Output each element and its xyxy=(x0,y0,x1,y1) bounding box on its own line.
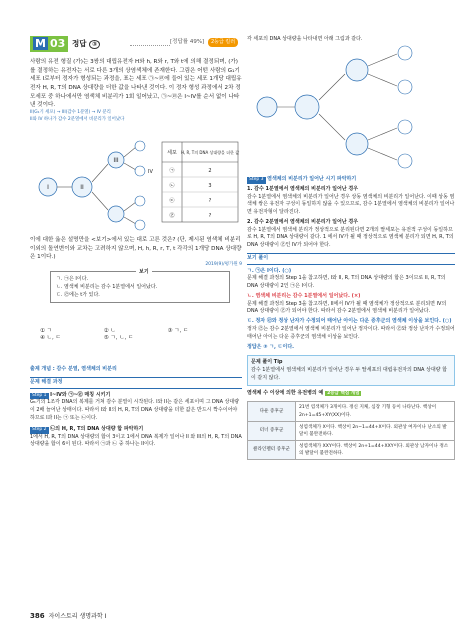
bogi-answer-body: 정자 ㉣는 감수 2분열에서 염색체 비분리가 일어난 정자이다. 따라서 ㉣와 정상 난자가 수정되어 태어난 아이는 다운 증후군의 염색체 이상을 보인다. xyxy=(247,325,455,340)
subsection-body: 감수 1분열에서 염색체 분리가 정상적으로 분리된다면 2개의 딸세포는 유전적 구성이 동일하므로 H, R, T의 DNA 상대량이 같다. 1 에서 IV가 될 때 정상적으로 염색체 분리가 되면 H, R, T의 DNA 상대량이 ㉣인 IV가 되어야 한다. xyxy=(247,226,454,249)
bogi-box xyxy=(50,271,230,303)
choice-4[interactable]: ④ ㄴ, ㄷ xyxy=(40,335,61,342)
table-title: 염색체 수 이상에 의한 유전병의 예 xyxy=(247,390,324,397)
level-badge: 2등급 킬러 xyxy=(208,38,238,47)
cell-iii-label: III xyxy=(113,157,119,164)
answer-label: 정답 xyxy=(72,39,87,48)
choice-3[interactable]: ③ ㄱ, ㄷ xyxy=(167,328,189,334)
question-source: 2019(9)/평가원 9 xyxy=(205,261,242,267)
bogi-answer-body: 문제 해결 과정의 Step 1을 참고하면, I와 II, R, T의 DNA 상대량의 합은 3이므로 II, R, T의 DNA 상대량이 2인 ㉠은 I이다. xyxy=(247,275,446,290)
spermatogenesis-figure xyxy=(30,132,242,232)
explanation xyxy=(30,366,242,449)
cell-diagram xyxy=(30,132,242,232)
cell-i-label: I xyxy=(47,184,49,191)
section-title: 보기 풀이 xyxy=(247,253,455,265)
bogi-answer: ㄷ. 정자 ㉣와 정상 난자가 수정되어 태어난 아이는 다운 증후군의 염색체 이상을 보인다. (○) xyxy=(247,318,452,325)
bogi-item: ㄱ. ㉠은 I이다. xyxy=(56,276,89,282)
accuracy-rate: [정답률 49%] xyxy=(170,39,205,45)
page-footer xyxy=(30,612,106,621)
table-row-label: ㉠ xyxy=(169,168,175,174)
disease-name: 다운 증후군 xyxy=(248,402,296,421)
tip-body: 감수 1분열에서 염색체의 비분리가 일어난 경우 두 딸세포의 대립유전자의 DNA 상대량 합이 같지 않다. xyxy=(251,366,447,381)
table-row-label: ㉣ xyxy=(169,213,175,219)
step-title: ㉡의 H, R, T의 DNA 상대량 합 파악하기 xyxy=(50,425,144,432)
choice-2[interactable]: ② ㄴ xyxy=(103,328,116,334)
table-row-value: ? xyxy=(208,213,212,219)
table-row-value: 3 xyxy=(208,183,212,189)
table-header-cell: 세포 xyxy=(167,150,177,156)
question-num: 03 xyxy=(49,37,66,50)
disease-desc: 성염색체가 XXY이다. 핵상이 2n+1=44+XXY이다. 외관상 남자이나 정소의 발달이 불완전하다. xyxy=(296,440,455,459)
answer-choices xyxy=(40,328,240,343)
table-header-value: H, R, T의 DNA 상대량을 더한 값 xyxy=(180,150,240,155)
final-answer: 정답은 ③ ㄱ, ㄷ이다. xyxy=(247,344,295,351)
answer-value: ③ xyxy=(89,40,100,49)
right-explanation xyxy=(247,176,455,460)
divider xyxy=(130,45,170,46)
cell-iv-label: IV xyxy=(148,169,153,175)
answer xyxy=(72,39,100,49)
disease-table xyxy=(247,401,455,460)
step-badge: Step 1 xyxy=(32,392,47,398)
book-title: 자이스토리 생명과학 I xyxy=(48,613,107,620)
subsection-head: 2. 감수 2분열에서 염색체의 비분리가 일어난 경우 xyxy=(247,218,359,225)
cell-ii-label: II xyxy=(80,184,84,191)
step-title: I~IV와 ㉠~㉣ 매칭 시키기 xyxy=(50,391,111,398)
figure-caption: 각 세포의 DNA 상대량을 나타내면 아래 그림과 같다. xyxy=(247,36,363,42)
disease-name: 터너 증후군 xyxy=(248,421,296,440)
table-tag: 2등급 핵심 개념 xyxy=(327,391,360,397)
question-condition-text: 이에 대한 옳은 설명만을 <보기>에서 있는 대로 고른 것은? (단, 제시된 염색체 비분리 이외의 돌연변이와 교차는 고려하지 않으며, H, h, R, r, T, t 각각의 1개당 DNA 상대량은 1이다.) xyxy=(30,237,242,261)
question-hint: II(G₁기 세포) → III(감수 1분열) → IV 분리 xyxy=(30,109,111,115)
question-hint-2: II와 IV 하나가 감수 2분열에서 비분리가 일어났다 xyxy=(30,116,125,122)
tip-box xyxy=(247,355,455,386)
step-body: 1에서 H, R, T의 DNA 상대량의 합이 3이고 1에서 DNA 복제가 일어나 II 와 III의 H, R, T의 DNA 상대량을 합이 6이 된다. 따라서 ㉠과 ㉡ 중 하나는 II이다. xyxy=(30,433,242,448)
bogi-item: ㄷ. ㉣에는 t가 있다. xyxy=(56,292,100,298)
explanation-head: 출제 개념 : 감수 분열, 염색체의 비분리 xyxy=(30,366,117,372)
disease-desc: 성염색체가 X이다. 핵상이 2n−1=44+X이다. 외관상 여자이나 난소의 발달이 불완전하다. xyxy=(296,421,455,440)
bogi-answer: ㄱ. ㉠은 I이다. (○) xyxy=(247,267,292,274)
bogi-item: ㄴ. 염색체 비분리는 감수 1분열에서 일어났다. xyxy=(56,284,158,290)
page-number: 386 xyxy=(30,612,45,620)
question-condition xyxy=(30,236,242,269)
table-row xyxy=(248,440,455,459)
step-badge: Step 3 xyxy=(249,177,264,182)
table-row-value: 2 xyxy=(208,168,212,174)
disease-desc: 21번 염색체가 3개이다. 정신 지체, 심장 기형 등이 나타난다. 핵상이 2n+1=45+XY(XX)이다. xyxy=(296,402,455,421)
table-row xyxy=(248,421,455,440)
m-badge: M xyxy=(35,37,46,50)
table-row-label: ㉢ xyxy=(169,198,175,204)
question-paragraph: 사람의 유전 형질 (가)는 3쌍의 대립유전자 H와 h, R와 r, T와 t에 의해 결정되며, (가)를 결정하는 유전자는 서로 다른 3개의 상염색체에 존재한다. 그림은 어떤 사람의 G₁기 세포 I로부터 정자가 형성되는 과정을, 표는 세포 ㉠~㉣에 들어 있는 세포 1개당 대립유전자 H, R, T의 DNA 상대량을 더한 값을 나타낸 것이다. 이 정자 형성 과정에서 2차 정모세포 중 하나에서만 염색체 비분리가 1회 일어났고, ㉠~㉣은 I~IV를 순서 없이 나타낸 것이다. xyxy=(30,59,242,109)
subsection-body: 감수 1분열에서 염색체의 비분리가 일어난 경우 상동 염색체의 비분리가 일어난다. 이때 상동 염색체 쌍은 유전자 구성이 동일하지 않을 수 있으므로, 감수 1분열에서 염색체의 비분리가 일어나면 유전자형이 달라진다. xyxy=(247,193,455,216)
question-text xyxy=(30,58,242,124)
cell-tree-diagram xyxy=(247,42,455,172)
step-body: G₁기의 1조각 DNA의 복제를 거쳐 감수 분열이 시작된다. I와 II는 같은 세포이며 그 DNA 상대량이 2배 늘어난 상태이다. 따라서 I와 II의 H, R, T의 DNA 상대량을 더한 값은 반드시 짝수이어야 하므로 I과 II는 ㉠ 또는 ㉡이다. xyxy=(30,399,240,421)
step-title: 염색체의 비분리가 일어난 시기 파악하기 xyxy=(267,176,357,182)
table-row-label: ㉡ xyxy=(169,183,175,189)
bogi-title: 보기 xyxy=(136,268,152,276)
question-header xyxy=(30,36,242,448)
dna-diagram xyxy=(247,42,455,172)
table-row-value: ? xyxy=(208,198,212,204)
disease-name: 클라인펠터 증후군 xyxy=(248,440,296,459)
bogi-answer: ㄴ. 염색체 비분리는 감수 1분열에서 일어났다. (×) xyxy=(247,292,361,299)
step-badge: Step 2 xyxy=(32,426,47,432)
right-column xyxy=(247,36,455,456)
table-row xyxy=(248,402,455,421)
section-title: 문제 해결 과정 xyxy=(30,377,242,389)
tip-title: 문제 풀이 Tip xyxy=(251,359,283,366)
bogi-answer-body: 문제 해결 과정의 Step 3을 참고하면, II에서 IV가 될 때 염색체가 정상적으로 분리되면 IV의 DNA 상대량이 ㉣가 되어야 한다. 따라서 감수 2분열에서 염색체 비분리가 일어났다. xyxy=(247,300,447,315)
question-number xyxy=(30,36,68,52)
subsection-head: 1. 감수 1분열에서 염색체의 비분리가 일어난 경우 xyxy=(247,185,359,192)
choice-5[interactable]: ⑤ ㄱ, ㄴ, ㄷ xyxy=(103,335,134,342)
choice-1[interactable]: ① ㄱ xyxy=(40,328,52,334)
